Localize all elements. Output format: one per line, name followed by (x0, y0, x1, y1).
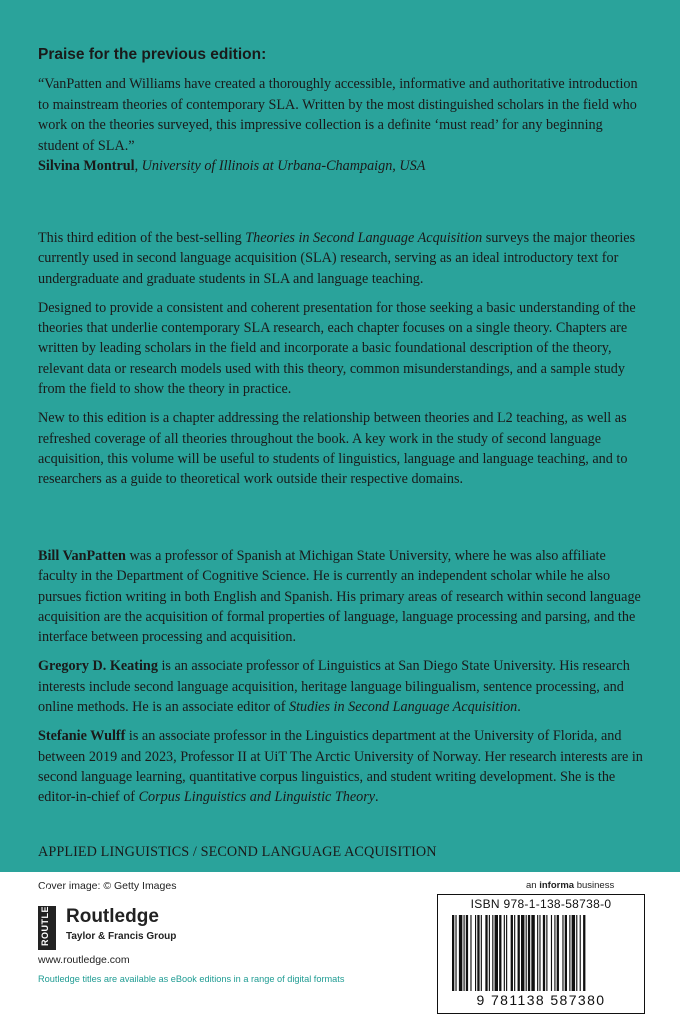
barcode-bar (470, 915, 471, 991)
book-title: Theories in Second Language Acquisition (245, 230, 483, 246)
informa-brand: informa (539, 880, 575, 891)
barcode-bar (551, 915, 552, 991)
bio-end: . (375, 789, 379, 806)
barcode-bar (554, 915, 555, 991)
barcode-bar (452, 915, 454, 991)
barcode-bar (455, 915, 456, 991)
barcode-bar (526, 915, 527, 991)
publisher-name: Routledge (66, 906, 159, 927)
barcode-bar (572, 915, 575, 991)
barcode-bar (583, 915, 585, 991)
bio-text: was a professor of Spanish at Michigan State University, where he was also affiliate faculty in the Department of Cognitive Science. He is currently an independent scholar while he also pursues fiction writing in both English and Spanish. His primary areas of research within second language acquisition are the acquisition of formal properties of language, language processing and parsing, and the interface between processing and acquisition. (38, 548, 641, 646)
barcode-bar (521, 915, 524, 991)
barcode-bar (481, 915, 482, 991)
barcode-bar (528, 915, 530, 991)
isbn-barcode (437, 894, 645, 1014)
publisher-website[interactable]: www.routledge.com (38, 954, 130, 966)
bio-name: Bill VanPatten (38, 548, 126, 564)
book-description (38, 228, 644, 499)
publisher-group: Taylor & Francis Group (66, 931, 177, 942)
barcode-bar (495, 915, 498, 991)
barcode-bar (562, 915, 563, 991)
description-paragraph-2: Designed to provide a consistent and coherent presentation for those seeking a basic understanding of the theories that underlie contemporary SLA research, each chapter focuses on a single theory. Chapters are written by leading scholars in the field and incorporate a basic foundational description of the theory, relevant data or research models used with this theory, common misunderstandings, and a sample study from the field to show the theory in practice. (38, 299, 636, 398)
isbn-number: ISBN 978-1-138-58738-0 (470, 897, 612, 911)
barcode-bar (539, 915, 540, 991)
barcode-bar (492, 915, 493, 991)
bio-end: . (517, 699, 521, 716)
barcode-bar (477, 915, 479, 991)
praise-author: Silvina Montrul (38, 158, 135, 174)
barcode-bar (576, 915, 577, 991)
description-text: surveys the major theories currently used in second language acquisition (SLA) research, serving as an ideal introductory text for undergraduate and graduate students in SLA and language teaching. (38, 230, 636, 287)
subject-category: APPLIED LINGUISTICS / SECOND LANGUAGE ACQUISITION (38, 844, 437, 860)
bio-text: is an associate professor in the Linguistics department at the University of Florida, and between 2019 and 2023, Professor II at UiT The Arctic University of Norway. Her research interests are in second language learning, quantitative corpus linguistics, and student writing development. She is the editor-in-chief of (38, 728, 643, 806)
barcode-bar (464, 915, 465, 991)
barcode-bar (557, 915, 559, 991)
description-text: This third edition of the best-selling (38, 230, 246, 246)
barcode-bar (569, 915, 570, 991)
cover-footer (0, 872, 680, 1020)
informa-post: business (574, 880, 615, 891)
praise-affiliation: University of Illinois at Urbana-Champaign, USA (141, 158, 426, 174)
barcode-bar (506, 915, 507, 991)
barcode-bar (504, 915, 505, 991)
bio-name: Stefanie Wulff (38, 728, 126, 745)
bio-keating (38, 656, 644, 717)
barcode-digits: 9 781138 587380 (476, 992, 606, 1008)
bio-wulff (38, 726, 644, 807)
ebook-note: Routledge titles are available as eBook editions in a range of digital formats (38, 974, 345, 984)
barcode-bar (518, 915, 520, 991)
barcode-bar (546, 915, 547, 991)
barcode-bar (543, 915, 545, 991)
informa-tagline (526, 880, 614, 891)
barcode-bar (514, 915, 515, 991)
cover-image-credit: Cover image: © Getty Images (38, 880, 177, 892)
logo-mark-text: ROUTLEDGE (40, 884, 50, 946)
barcode-bar (580, 915, 581, 991)
bio-name: Gregory D. Keating (38, 658, 158, 675)
praise-block: “VanPatten and Williams have created a thoroughly accessible, informative and authoritative introduction to mainstream theories of contemporary SLA. Written by the most distinguished scholars in the field who work on the theories surveyed, this impressive collection is a definite ‘must read’ for any beginning student of SLA.” Silvina Montrul, University of Illinois at Urbana-Champaign, USA (38, 76, 638, 174)
barcode-bars (452, 915, 634, 991)
description-paragraph-1 (38, 228, 644, 289)
barcode-bar (459, 915, 462, 991)
bio-journal: Studies in Second Language Acquisition (288, 699, 518, 716)
bio-vanpatten (38, 546, 644, 647)
barcode-bar (511, 915, 513, 991)
author-bios (38, 546, 644, 817)
barcode-bar (485, 915, 487, 991)
description-paragraph-3: New to this edition is a chapter addressing the relationship between theories and L2 teaching, as well as refreshed coverage of all theories throughout the book. A key work in the study of second language acquisition, this volume will be useful to students of linguistics, language and language teaching, and to researchers as a guide to theoretical work outside their respective domains. (38, 410, 628, 488)
bio-text: is an associate professor of Linguistics at San Diego State University. His research interests include second language acquisition, heritage language bilingualism, sentence processing, and online methods. He is an associate editor of (38, 658, 630, 716)
bio-journal: Corpus Linguistics and Linguistic Theory (138, 789, 376, 806)
barcode-bar (537, 915, 538, 991)
barcode-bar (466, 915, 468, 991)
barcode-bar (565, 915, 567, 991)
barcode-bar (499, 915, 501, 991)
barcode-bar (531, 915, 534, 991)
barcode-bar (475, 915, 476, 991)
routledge-mark-icon (38, 884, 56, 950)
praise-heading: Praise for the previous edition: (38, 46, 267, 63)
barcode-bar (489, 915, 490, 991)
informa-pre: an (526, 880, 540, 891)
praise-quote: “VanPatten and Williams have created a thoroughly accessible, informative and authoritative introduction to mainstream theories of contemporary SLA. Written by the most distinguished scholars in the field who work on the theories surveyed, this impressive collection is a definite ‘must read’ for any beginning student of SLA.” (38, 76, 638, 154)
